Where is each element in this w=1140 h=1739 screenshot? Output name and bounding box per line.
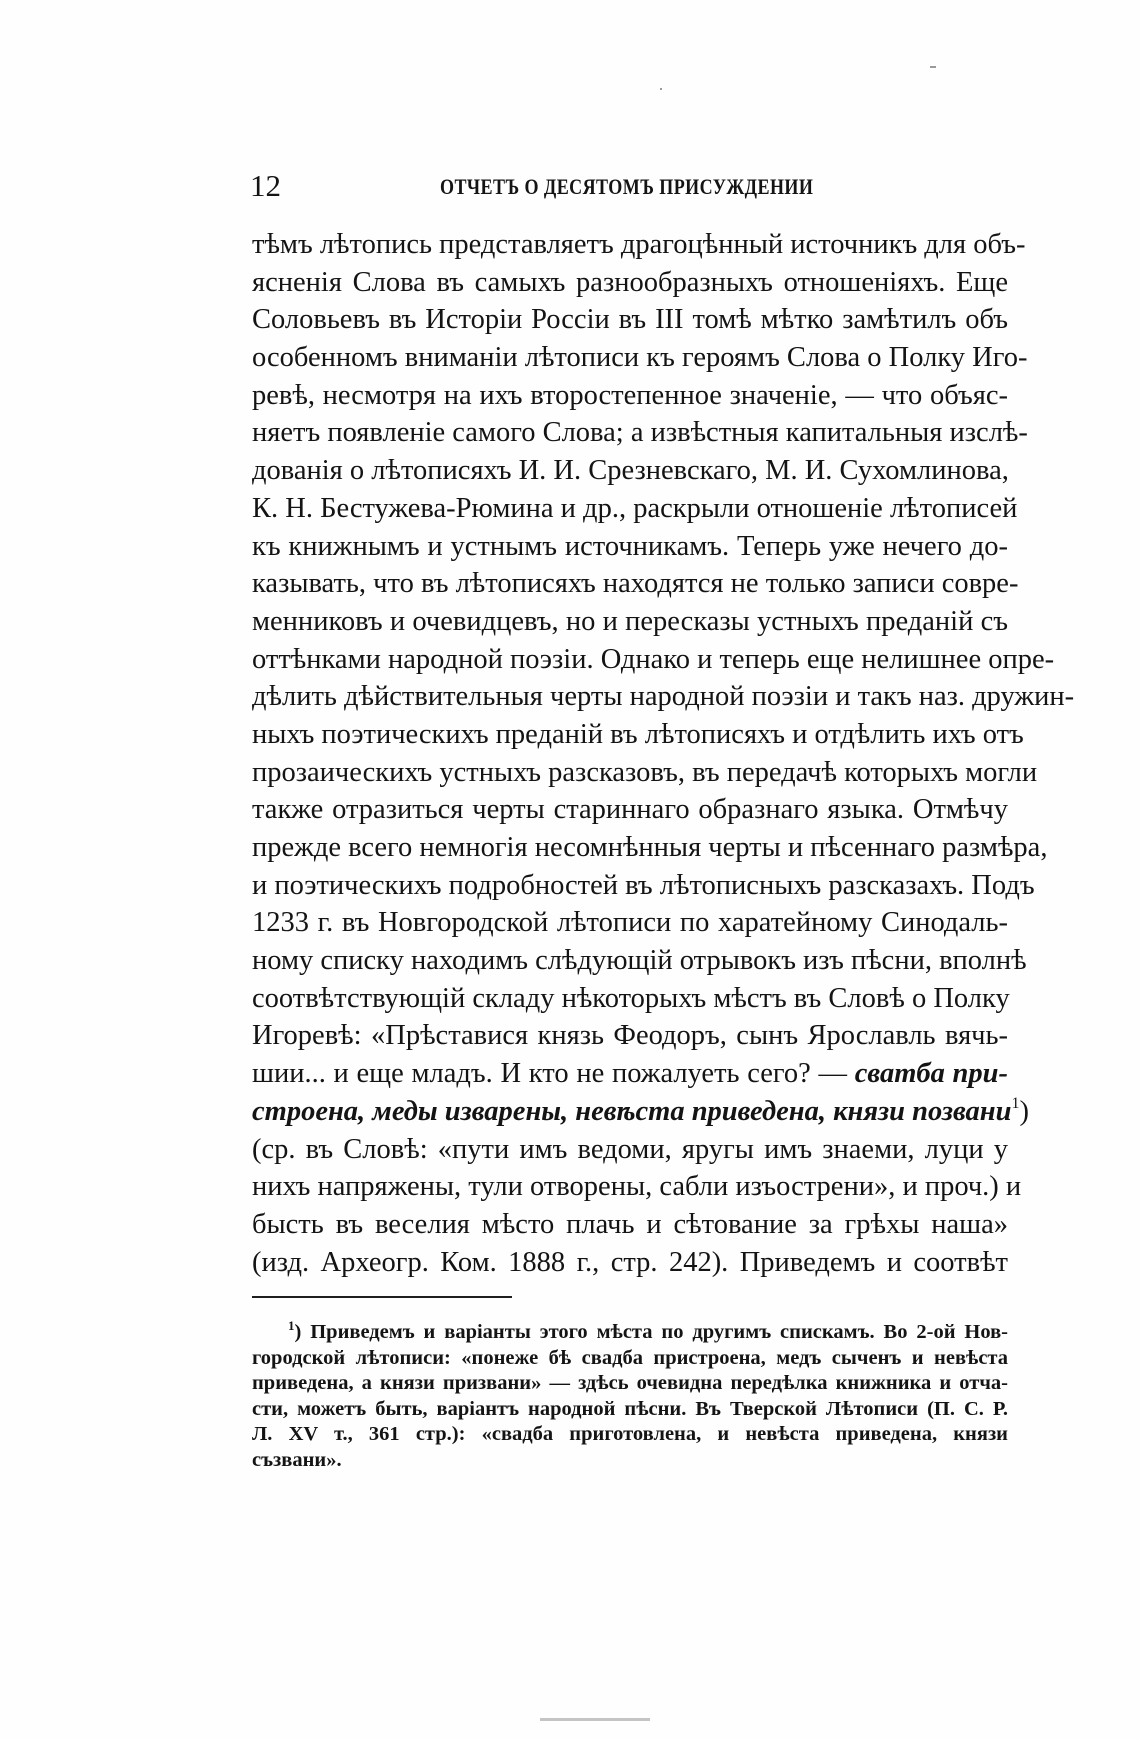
text-line: Соловьевъ въ Исторіи Россіи въ III томѣ мѣтко замѣтилъ объ — [252, 304, 1008, 336]
text-line: дованія о лѣтописяхъ И. И. Срезневскаго, М. И. Сухомлинова, — [252, 455, 1009, 487]
footnote-text: ) Приведемъ и варіанты этого мѣста по другимъ спискамъ. Во 2-ой Нов- — [294, 1321, 1008, 1343]
text-line: К. Н. Бестужева-Рюмина и др., раскрыли отношеніе лѣтописей — [252, 492, 1018, 524]
text-line-mixed — [252, 1055, 1008, 1093]
text-line: прежде всего немногія несомнѣнныя черты и пѣсеннаго размѣра, — [252, 832, 1048, 863]
running-title: ОТЧЕТЪ О ДЕСЯТОМЪ ПРИСУЖДЕНИИ — [440, 174, 814, 199]
scan-speck — [660, 88, 662, 90]
page-header — [250, 166, 1010, 206]
text-line: 1233 г. въ Новгородской лѣтописи по харатейному Синодаль- — [252, 907, 1008, 939]
scan-speck — [930, 66, 936, 68]
footnote — [252, 1320, 1008, 1474]
plain-fragment: шии... и еще младъ. И кто не пожалуеть сего? — — [252, 1058, 855, 1090]
text-line: тѣмъ лѣтопись представляетъ драгоцѣнный источникъ для объ- — [252, 229, 1026, 260]
text-line: менниковъ и очевидцевъ, но и пересказы устныхъ преданій съ — [252, 605, 1008, 637]
italic-fragment: сватба при- — [854, 1058, 1008, 1090]
text-line: ревѣ, несмотря на ихъ второстепенное значеніе, — что объяс- — [252, 379, 1008, 411]
text-line: (ср. въ Словѣ: «пути имъ ведоми, яругы имъ знаеми, луци у — [252, 1133, 1008, 1165]
plain-fragment: ) — [1019, 1095, 1029, 1127]
page-number: 12 — [250, 168, 281, 203]
text-line: къ книжнымъ и устнымъ источникамъ. Теперь уже нечего до- — [252, 530, 1008, 562]
text-line: соотвѣтствующій складу нѣкоторыхъ мѣстъ въ Словѣ о Полку — [252, 982, 1010, 1014]
text-line: нихъ напряжены, тули отворены, сабли изъострени», и проч.) и — [252, 1171, 1022, 1203]
footnote-line — [252, 1320, 1008, 1346]
text-line: прозаическихъ устныхъ разсказовъ, въ передачѣ которыхъ могли — [252, 756, 1038, 788]
footnote-reference: 1 — [1011, 1094, 1020, 1112]
italic-fragment: строена, меды изварены, невѣста приведена, князи позвани — [252, 1095, 1012, 1127]
footnote-line: Л. XV т., 361 стр.): «свадба приготовлена, и невѣста приведена, князи — [252, 1423, 1008, 1446]
text-line: Игоревѣ: «Прѣставися князь Феодоръ, сынъ Ярославль вячь- — [252, 1020, 1008, 1052]
text-line: (изд. Археогр. Ком. 1888 г., стр. 242). Приведемъ и соотвѣт — [252, 1246, 1008, 1278]
scan-speck — [540, 1718, 650, 1721]
text-line: оттѣнками народной поэзіи. Однако и теперь еще нелишнее опре- — [252, 643, 1055, 675]
footnote-mark: 1 — [288, 1318, 295, 1333]
footnote-line: сти, можетъ быть, варіантъ народной пѣсни. Въ Тверской Лѣтописи (П. С. Р. — [252, 1397, 1008, 1420]
footnote-line: городской лѣтописи: «понеже бѣ свадба пристроена, медъ сыченъ и невѣста — [252, 1346, 1008, 1369]
text-line: бысть въ веселия мѣсто плачь и сѣтование за грѣхы наша» — [252, 1208, 1008, 1240]
footnote-line: приведена, а князи призвани» — здѣсь очевидна передѣлка книжника и отча- — [252, 1372, 1008, 1395]
text-line: ному списку находимъ слѣдующій отрывокъ изъ пѣсни, вполнѣ — [252, 945, 1027, 977]
text-line: также отразиться черты стариннаго образнаго языка. Отмѣчу — [252, 794, 1008, 826]
text-line: ныхъ поэтическихъ преданій въ лѣтописяхъ и отдѣлить ихъ отъ — [252, 718, 1024, 750]
text-line: и поэтическихъ подробностей въ лѣтописныхъ разсказахъ. Подъ — [252, 869, 1035, 901]
main-text — [252, 226, 1075, 1281]
text-line: няетъ появленіе самого Слова; а извѣстныя капитальныя изслѣ- — [252, 417, 1028, 449]
text-line: казывать, что въ лѣтописяхъ находятся не только записи совре- — [252, 568, 1019, 600]
text-line: ясненія Слова въ самыхъ разнообразныхъ отношеніяхъ. Еще — [252, 266, 1008, 298]
text-line-mixed — [252, 1093, 1029, 1131]
footnote-separator — [252, 1296, 512, 1298]
text-line: особенномъ вниманіи лѣтописи къ героямъ Слова о Полку Иго- — [252, 342, 1028, 374]
footnote-line: съзвани». — [252, 1448, 342, 1471]
text-line: дѣлить дѣйствительныя черты народной поэзіи и такъ наз. дружин- — [252, 681, 1075, 713]
